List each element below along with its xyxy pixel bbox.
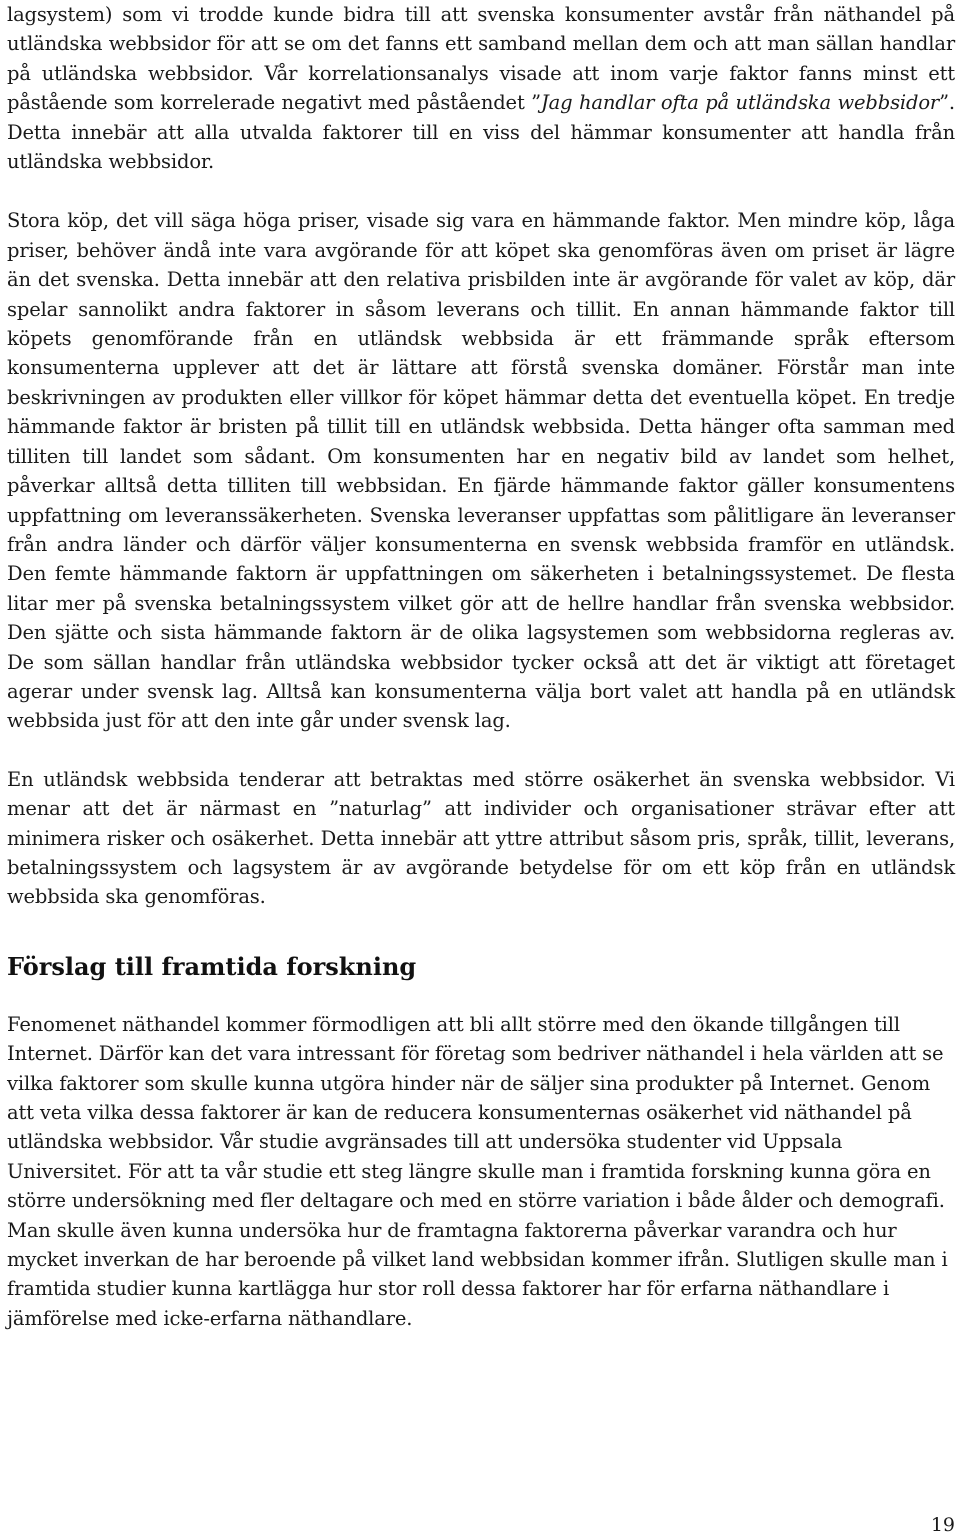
- paragraph-inhibiting-factors: Stora köp, det vill säga höga priser, visade sig vara en hämmande faktor. Men mindre köp, låga priser, behöver ändå inte vara avgörande för att köpet ska genomföras även om priset är lägre än det svenska. Detta innebär att den relativa prisbilden inte är avgörande för valet av köp, där spelar sannolikt andra faktorer in såsom leverans och tillit. En annan hämmande faktor till köpets genomförande från en utländsk webbsida är ett främmande språk eftersom konsumenterna upplever att det är lättare att förstå svenska domäner. Förstår man inte beskrivningen av produkten eller villkor för köpet hämmar detta det eventuella köpet. En tredje hämmande faktor är bristen på tillit till en utländsk webbsida. Detta hänger ofta samman med tilliten till landet som sådant. Om konsumenten har en negativ bild av landet som helhet, påverkar alltså detta tilliten till webbsidan. En fjärde hämmande faktor gäller konsumentens uppfattning om leveranssäkerheten. Svenska leveranser uppfattas som pålitligare än leveranser från andra länder och därför väljer konsumenterna en svensk webbsida framför en utländsk. Den femte hämmande faktorn är uppfattningen om säkerheten i betalningssystemet. De flesta litar mer på svenska betalningssystem vilket gör att de hellre handlar från svenska webbsidor. Den sjätte och sista hämmande faktorn är de olika lagsystemen som webbsidorna regleras av. De som sällan handlar från utländska webbsidor tycker också att det är viktigt att företaget agerar under svensk lag. Alltså kan konsumenterna välja bort valet att handla på en utländsk webbsida just för att den inte går under svensk lag.: [7, 209, 955, 733]
- paragraph-conclusion-intro: [7, 0, 955, 176]
- document-page: [7, 0, 955, 1333]
- paragraph-1-text-start: lagsystem) som vi trodde kunde bidra till att svenska konsumenter avstår från näthandel på utländska webbsidor för att se om det fanns ett samband mellan dem och att man sällan handlar på utländska webbsidor. Vår korrelationsanalys visade att inom varje faktor fanns minst ett påstående som korrelerade negativt med påståendet ”: [7, 3, 955, 115]
- quoted-statement: Jag handlar ofta på utländska webbsidor: [540, 91, 940, 115]
- paragraph-1-text-end: ”. Detta innebär att alla utvalda faktorer till en viss del hämmar konsumenter att handla från utländska webbsidor.: [7, 91, 955, 174]
- page-number: 19: [930, 1514, 955, 1536]
- section-heading: Förslag till framtida forskning: [7, 951, 417, 981]
- paragraph-future-research: Fenomenet näthandel kommer förmodligen att bli allt större med den ökande tillgången till Internet. Därför kan det vara intressant för företag som bedriver näthandel i hela världen att se vilka faktorer som skulle kunna utgöra hinder när de säljer sina produkter på Internet. Genom att veta vilka dessa faktorer är kan de reducera konsumenternas osäkerhet vid näthandel på utländska webbsidor. Vår studie avgränsades till att undersöka studenter vid Uppsala Universitet. För att ta vår studie ett steg längre skulle man i framtida forskning kunna göra en större undersökning med fler deltagare och med en större variation i både ålder och demografi. Man skulle även kunna undersöka hur de framtagna faktorerna påverkar varandra och hur mycket inverkan de har beroende på vilket land webbsidan kommer ifrån. Slutligen skulle man i framtida studier kunna kartlägga hur stor roll dessa faktorer har för erfarna näthandlare i jämförelse med icke-erfarna näthandlare.: [7, 1012, 948, 1330]
- paragraph-uncertainty: En utländsk webbsida tenderar att betraktas med större osäkerhet än svenska webbsidor. Vi menar att det är närmast en ”naturlag” att individer och organisationer strävar efter att minimera risker och osäkerhet. Detta innebär att yttre attribut såsom pris, språk, tillit, leverans, betalningssystem och lagsystem är av avgörande betydelse för om ett köp från en utländsk webbsida ska genomföras.: [7, 767, 955, 909]
